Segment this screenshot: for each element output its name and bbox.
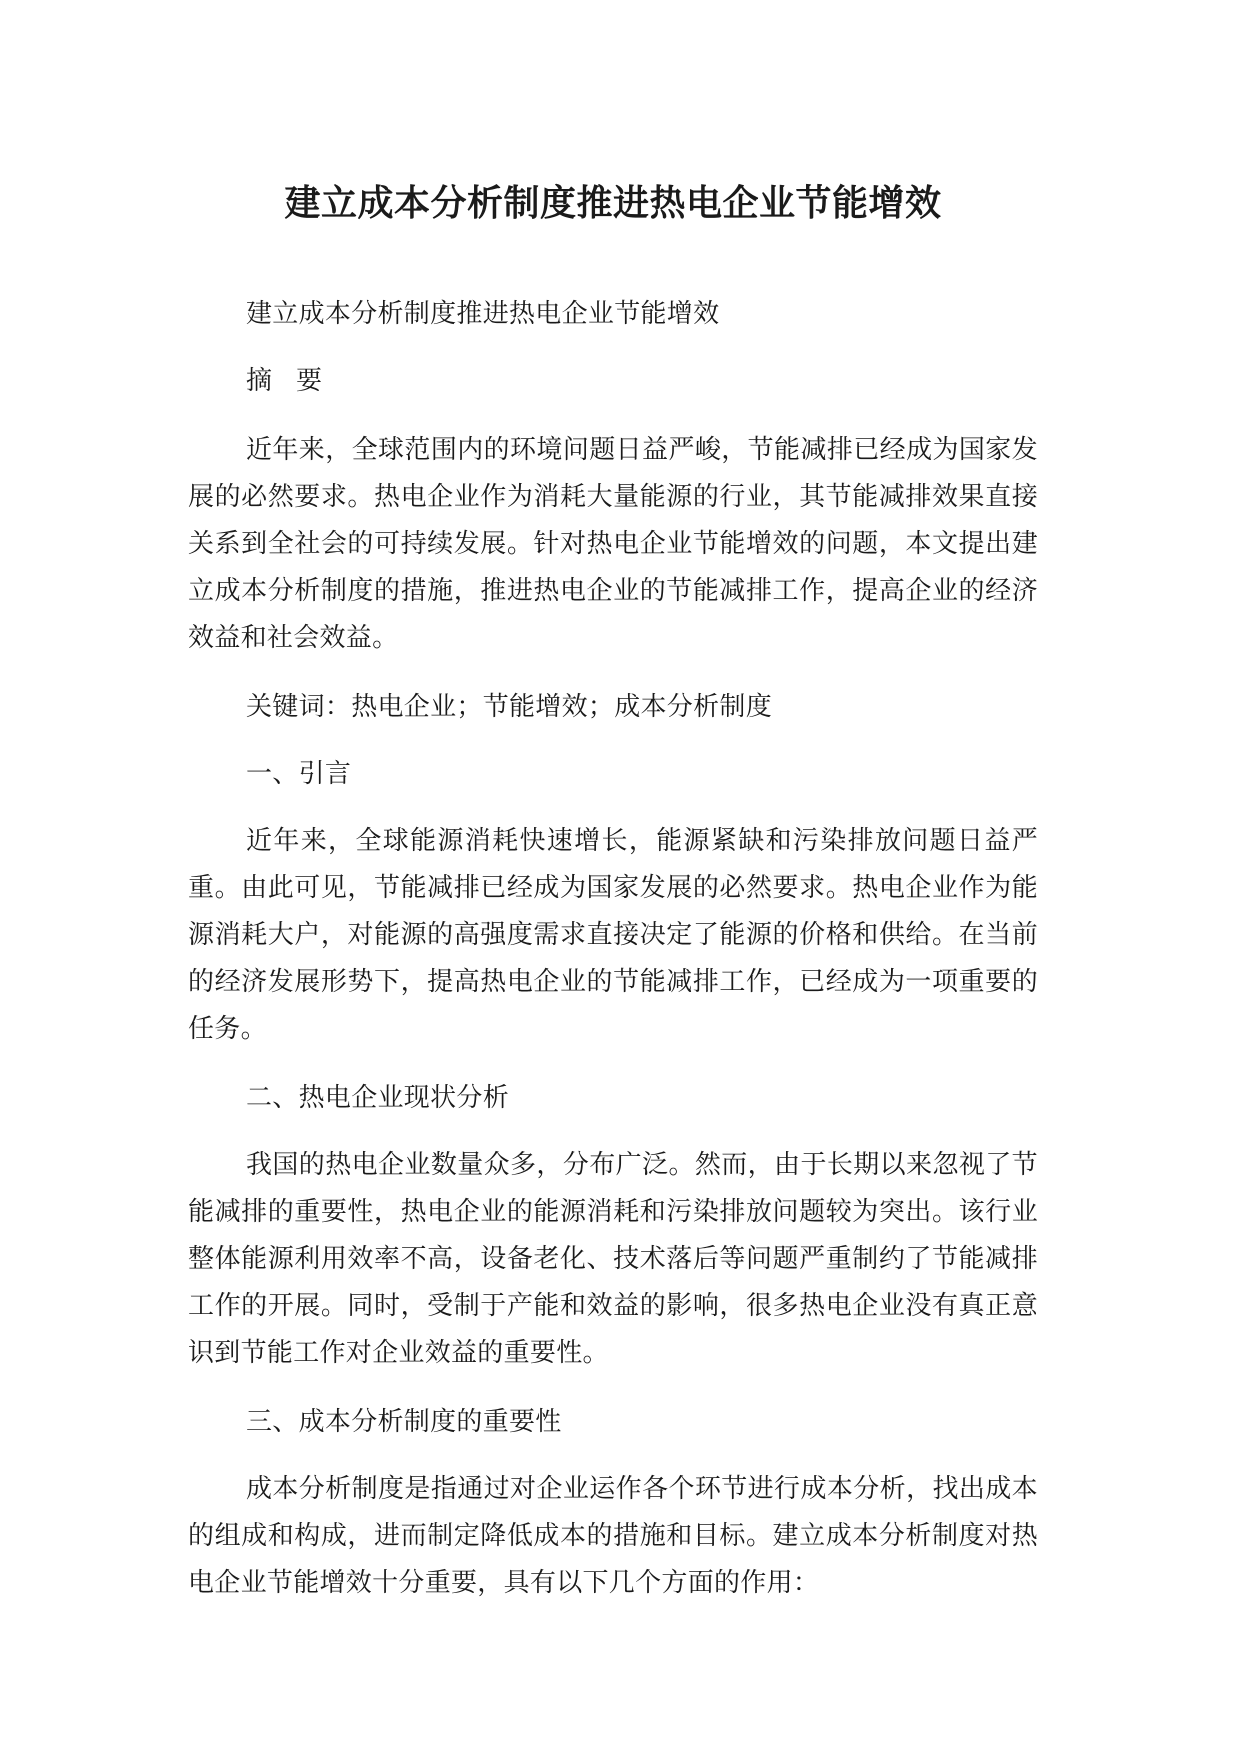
status-paragraph: 我国的热电企业数量众多，分布广泛。然而，由于长期以来忽视了节能减排的重要性，热电企业的能源消耗和污染排放问题较为突出。该行业整体能源利用效率不高，设备老化、技术落后等问题严重制约了节能减排工作的开展。同时，受制于产能和效益的影响，很多热电企业没有真正意识到节能工作对企业效益的重要性。 [188, 1150, 1038, 1368]
section-heading-importance: 三、成本分析制度的重要性 [246, 1407, 562, 1437]
abstract-paragraph: 近年来，全球范围内的环境问题日益严峻，节能减排已经成为国家发展的必然要求。热电企业作为消耗大量能源的行业，其节能减排效果直接关系到全社会的可持续发展。针对热电企业节能增效的问题，本文提出建立成本分析制度的措施，推进热电企业的节能减排工作，提高企业的经济效益和社会效益。 [188, 435, 1038, 653]
abstract-heading: 摘要 [246, 366, 347, 396]
subtitle-paragraph: 建立成本分析制度推进热电企业节能增效 [246, 299, 720, 329]
importance-paragraph: 成本分析制度是指通过对企业运作各个环节进行成本分析，找出成本的组成和构成，进而制定降低成本的措施和目标。建立成本分析制度对热电企业节能增效十分重要，具有以下几个方面的作用： [188, 1474, 1038, 1598]
section-heading-status: 二、热电企业现状分析 [246, 1083, 510, 1113]
document-title: 建立成本分析制度推进热电企业节能增效 [284, 183, 942, 224]
document-body [188, 291, 1038, 1629]
section-heading-intro: 一、引言 [246, 759, 352, 789]
keywords-paragraph: 关键词：热电企业；节能增效；成本分析制度 [246, 692, 773, 722]
intro-paragraph: 近年来，全球能源消耗快速增长，能源紧缺和污染排放问题日益严重。由此可见，节能减排已经成为国家发展的必然要求。热电企业作为能源消耗大户，对能源的高强度需求直接决定了能源的价格和供给。在当前的经济发展形势下，提高热电企业的节能减排工作，已经成为一项重要的任务。 [188, 826, 1038, 1044]
